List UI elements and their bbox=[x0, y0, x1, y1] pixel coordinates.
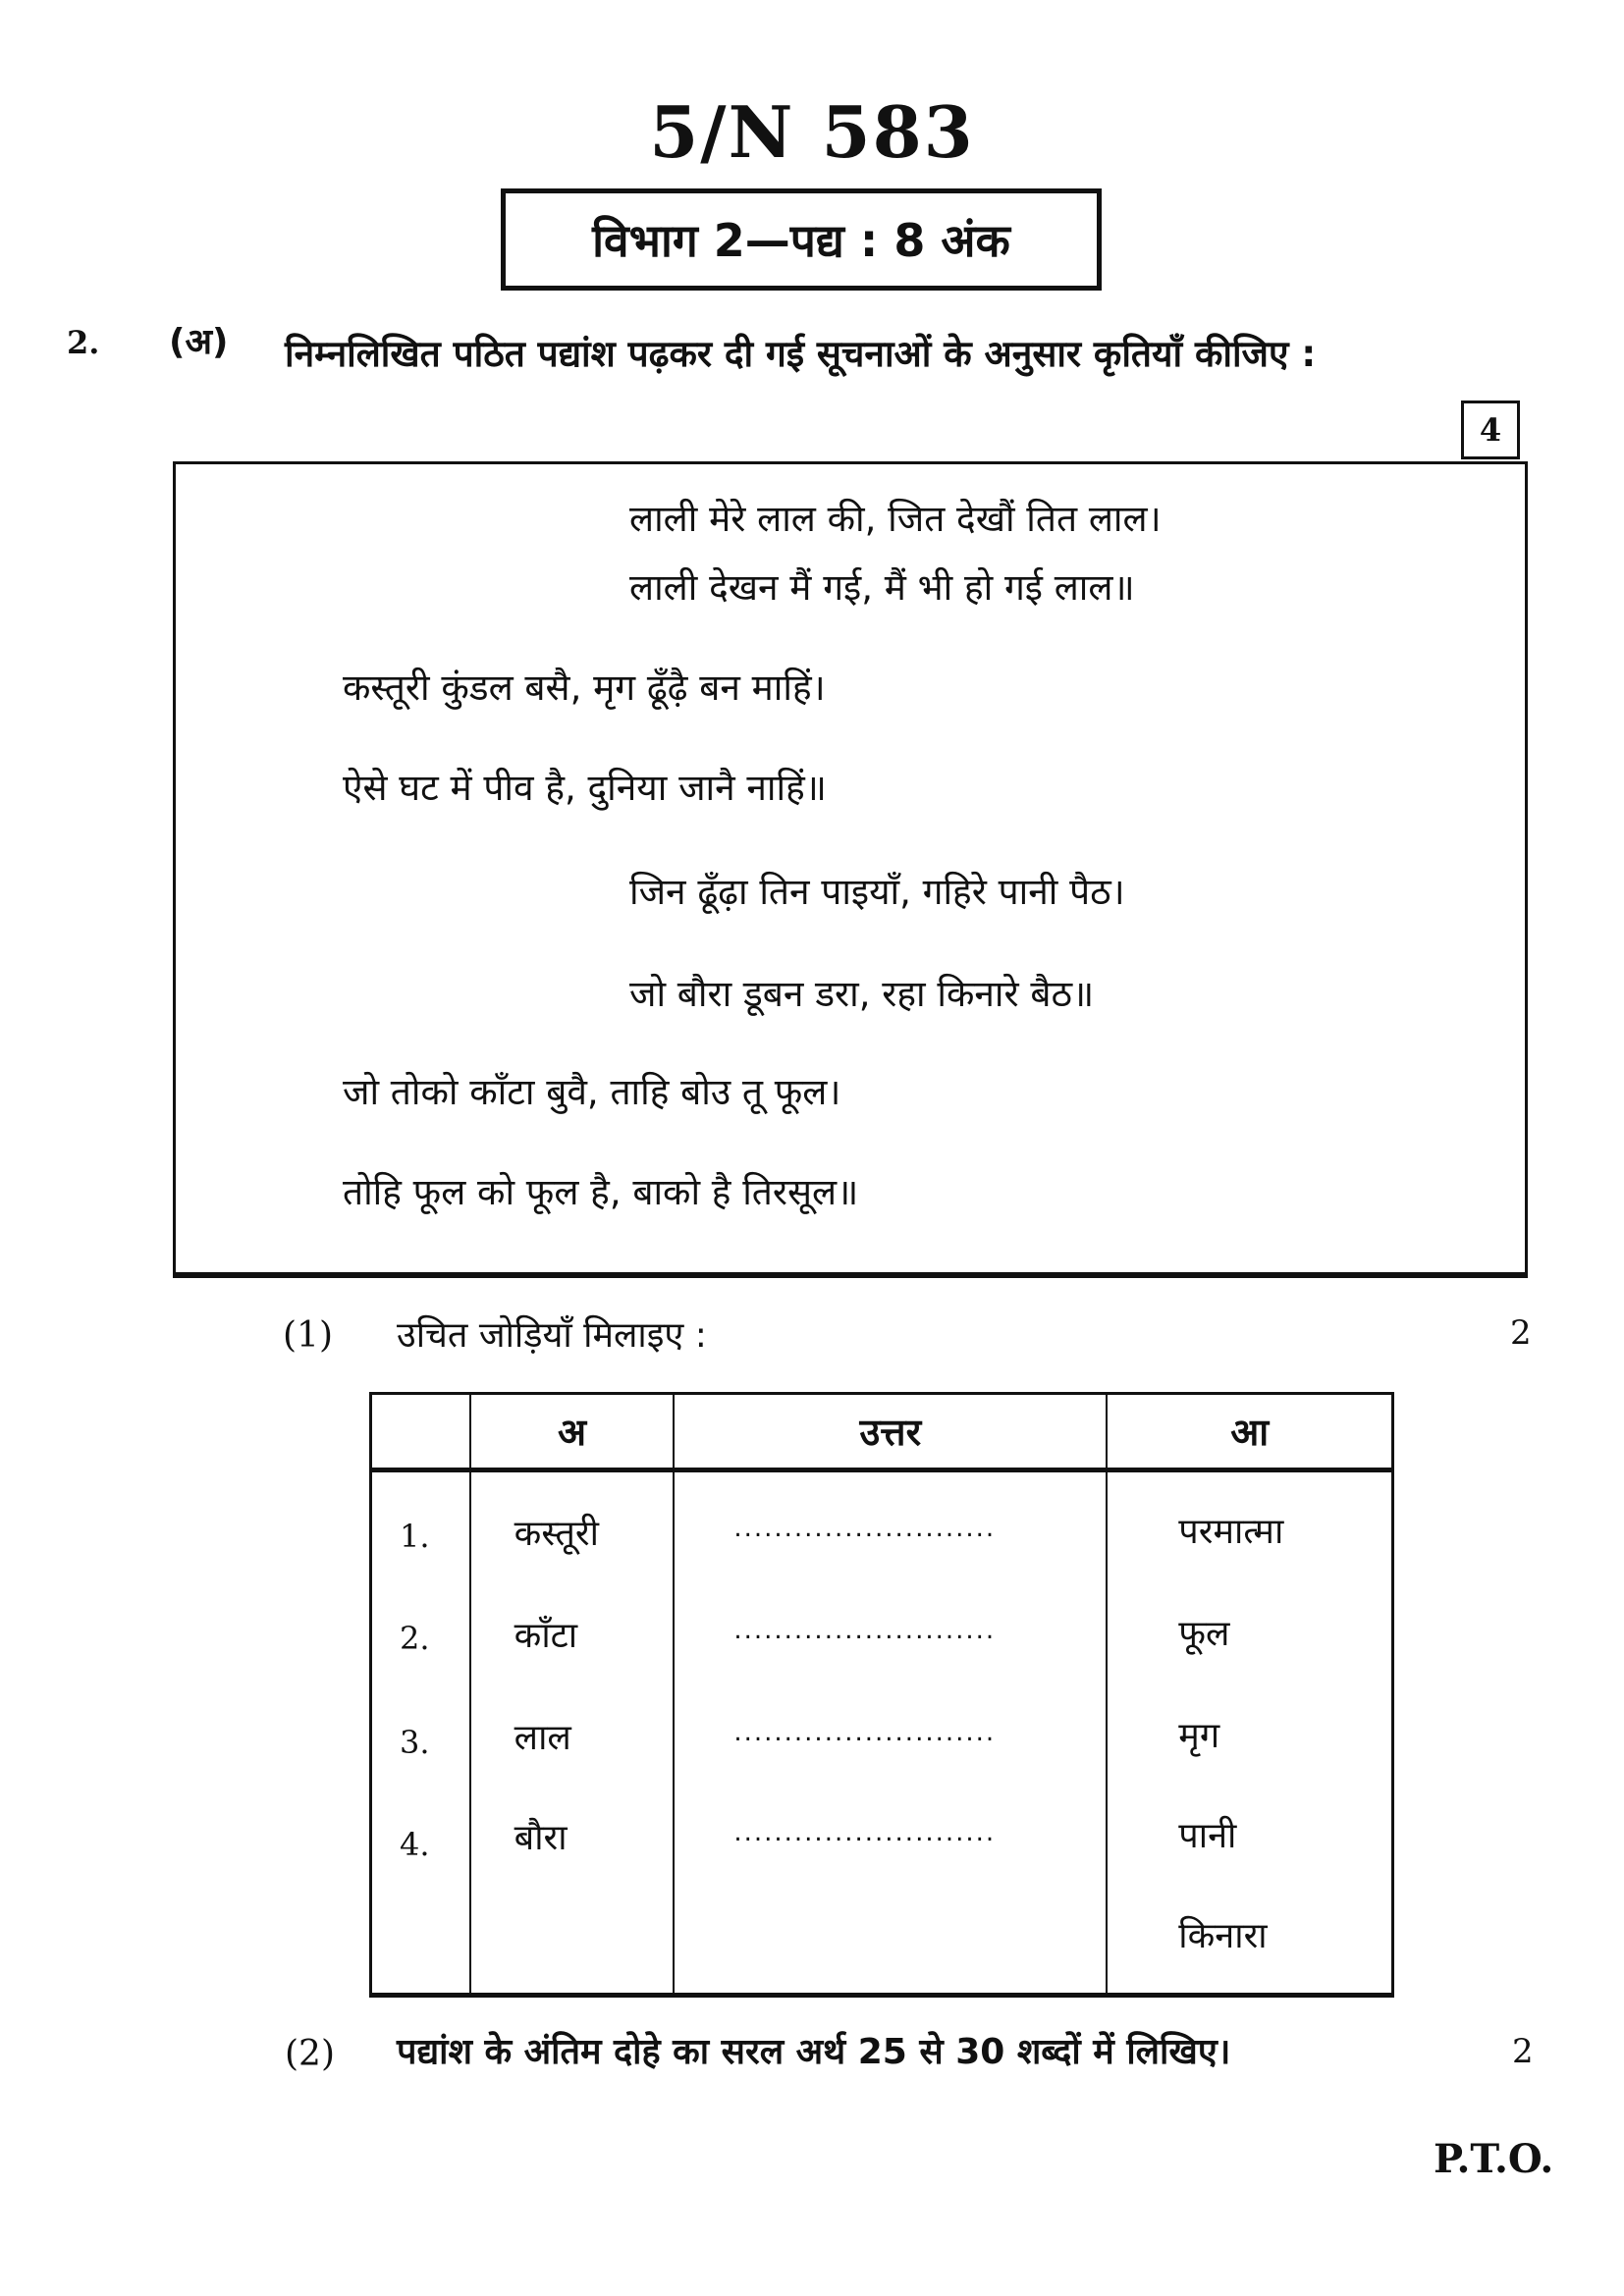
question-sub-label: (अ) bbox=[169, 322, 229, 362]
row-number: 2. bbox=[400, 1620, 430, 1657]
column-aa-item: किनारा bbox=[1178, 1916, 1268, 1956]
question-marks: 4 bbox=[1479, 411, 1502, 449]
poem-line: जो बौरा डूबन डरा, रहा किनारे बैठ॥ bbox=[629, 973, 1095, 1015]
column-aa-item: फूल bbox=[1178, 1614, 1230, 1654]
poem-line: जो तोको काँटा बुवै, ताहि बोउ तू फूल। bbox=[343, 1071, 841, 1113]
activity1-instruction: उचित जोड़ियाँ मिलाइए : bbox=[397, 1315, 707, 1356]
question-instruction: निम्नलिखित पठित पद्यांश पढ़कर दी गई सूचनाओं के अनुसार कृतियाँ कीजिए : bbox=[285, 333, 1317, 375]
header-number bbox=[371, 1394, 470, 1470]
page-turn-note: P.T.O. bbox=[1434, 2136, 1554, 2182]
column-a bbox=[470, 1470, 675, 1996]
row-number: 4. bbox=[400, 1826, 430, 1863]
poem-line: ऐसे घट में पीव है, दुनिया जानै नाहिं॥ bbox=[343, 767, 827, 809]
question-number: 2. bbox=[67, 324, 100, 361]
poem-line: लाली मेरे लाल की, जित देखौं तित लाल। bbox=[629, 498, 1162, 540]
section-title: विभाग 2—पद्य : 8 अंक bbox=[592, 214, 1010, 267]
column-aa-item: परमात्मा bbox=[1178, 1512, 1284, 1552]
header-column-a: अ bbox=[470, 1394, 675, 1470]
number-column bbox=[371, 1470, 470, 1996]
column-a-item: काँटा bbox=[514, 1616, 578, 1656]
activity1-label: (1) bbox=[283, 1315, 333, 1356]
poem-box bbox=[173, 461, 1528, 1278]
poem-line: जिन ढूँढ़ा तिन पाइयाँ, गहिरे पानी पैठ। bbox=[629, 871, 1125, 913]
answer-blank[interactable]: .......................... bbox=[733, 1514, 997, 1543]
header-answer: उत्तर bbox=[674, 1394, 1107, 1470]
poem-line: तोहि फूल को फूल है, बाको है तिरसूल॥ bbox=[343, 1171, 859, 1213]
column-a-item: लाल bbox=[514, 1718, 571, 1758]
table-header-row bbox=[371, 1394, 1393, 1470]
answer-blank[interactable]: .......................... bbox=[733, 1818, 997, 1847]
column-aa-item: मृग bbox=[1178, 1716, 1220, 1756]
poem-line: लाली देखन मैं गई, मैं भी हो गई लाल॥ bbox=[629, 566, 1135, 609]
row-number: 3. bbox=[400, 1724, 430, 1761]
table-body-row bbox=[371, 1470, 1393, 1996]
activity2-label: (2) bbox=[285, 2034, 335, 2074]
column-a-item: बौरा bbox=[514, 1818, 568, 1858]
poem-line: कस्तूरी कुंडल बसै, मृग ढूँढ़ै बन माहिं। bbox=[343, 667, 826, 709]
column-aa bbox=[1107, 1470, 1392, 1996]
column-a-item: कस्तूरी bbox=[514, 1514, 599, 1554]
match-table bbox=[369, 1392, 1394, 1998]
paper-code: 5/N 583 bbox=[649, 90, 975, 174]
question-marks-box bbox=[1461, 400, 1520, 459]
section-title-box bbox=[501, 188, 1102, 291]
activity1-marks: 2 bbox=[1510, 1313, 1532, 1353]
header-column-aa: आ bbox=[1107, 1394, 1392, 1470]
answer-column bbox=[674, 1470, 1107, 1996]
answer-blank[interactable]: .......................... bbox=[733, 1616, 997, 1645]
row-number: 1. bbox=[400, 1518, 430, 1555]
column-aa-item: पानी bbox=[1178, 1816, 1237, 1856]
activity2-instruction: पद्यांश के अंतिम दोहे का सरल अर्थ 25 से 30 शब्दों में लिखिए। bbox=[397, 2032, 1231, 2072]
answer-blank[interactable]: .......................... bbox=[733, 1718, 997, 1747]
activity2-marks: 2 bbox=[1512, 2032, 1534, 2071]
